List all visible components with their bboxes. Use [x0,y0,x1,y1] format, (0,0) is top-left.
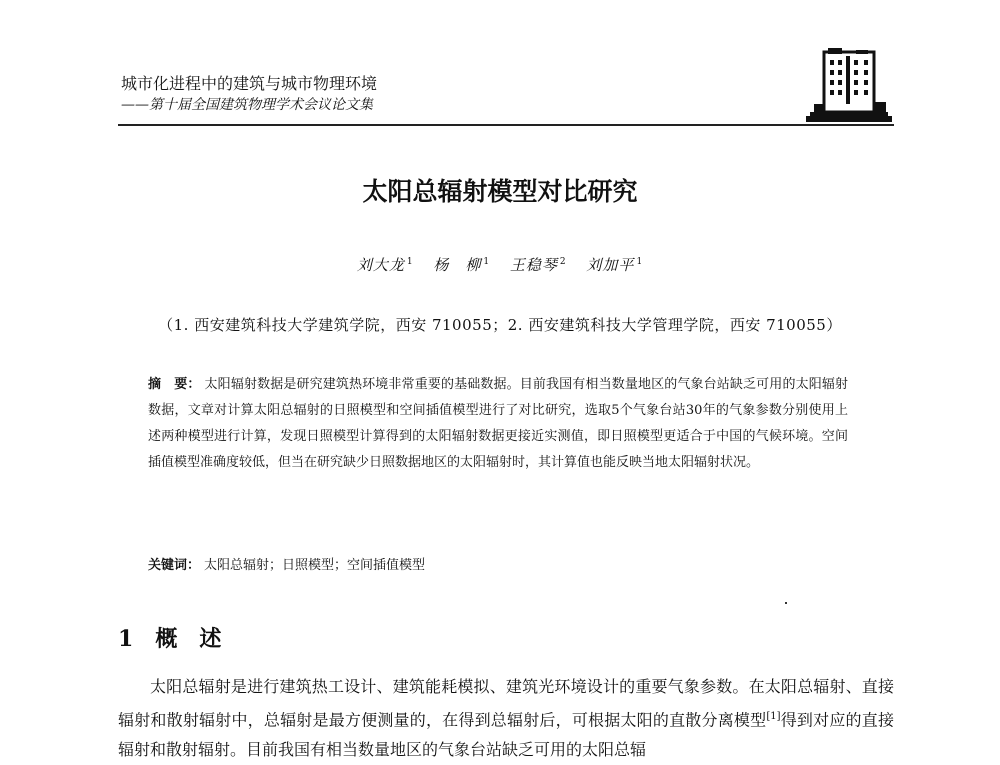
body-text: 太阳总辐射是进行建筑热工设计、建筑能耗模拟、建筑光环境设计的重要气象参数。在太阳总辐射、直接辐射和散射辐射中，总辐射是最方便测量的，在得到总辐射后，可根据太阳的直散分离模型 [118,677,894,730]
section-title: 概 述 [155,626,222,652]
citation-ref: [1] [766,711,781,722]
abstract-text: 太阳辐射数据是研究建筑热环境非常重要的基础数据。目前我国有相当数量地区的气象台站缺乏可用的太阳辐射数据，文章对计算太阳总辐射的日照模型和空间插值模型进行了对比研究，选取5个气象台站30年的气象参数分别使用上述两种模型进行计算，发现日照模型计算得到的太阳辐射数据更接近实测值，即日照模型更适合于中国的气候环境。空间插值模型准确度较低，但当在研究缺少日照数据地区的太阳辐射时，其计算值也能反映当地太阳辐射状况。 [148,377,848,470]
building-logo-icon [806,46,892,126]
section-number: 1 [118,626,134,652]
keywords-text: 太阳总辐射；日照模型；空间插值模型 [204,558,426,573]
running-header [121,74,377,114]
body-paragraph [118,672,894,765]
author: 杨 柳 $^1$ [433,256,491,274]
abstract [148,372,848,476]
abstract-label: 摘 要： [148,377,201,392]
author: 刘大龙 $^1$ [356,256,414,274]
scan-speck [785,602,787,604]
keywords [148,554,425,573]
paper-title: 太阳总辐射模型对比研究 [362,177,638,206]
author: 刘加平 $^1$ [586,256,644,274]
author-list [0,254,1000,275]
header-rule [118,124,894,126]
keywords-label: 关键词： [148,558,201,573]
body-text: 得到对应的直接辐射和散射辐射。目前我国有相当数量地区的气象台站缺乏可用的太阳总辐 [118,710,894,760]
author: 王稳琴 $^2$ [509,256,567,274]
affiliations: （1. 西安建筑科技大学建筑学院，西安 710055；2. 西安建筑科技大学管理学院，西安 710055） [158,316,842,334]
section-heading [118,622,221,653]
series-title: 城市化进程中的建筑与城市物理环境 [121,74,378,93]
series-subtitle: ——第十届全国建筑物理学术会议论文集 [121,97,373,113]
